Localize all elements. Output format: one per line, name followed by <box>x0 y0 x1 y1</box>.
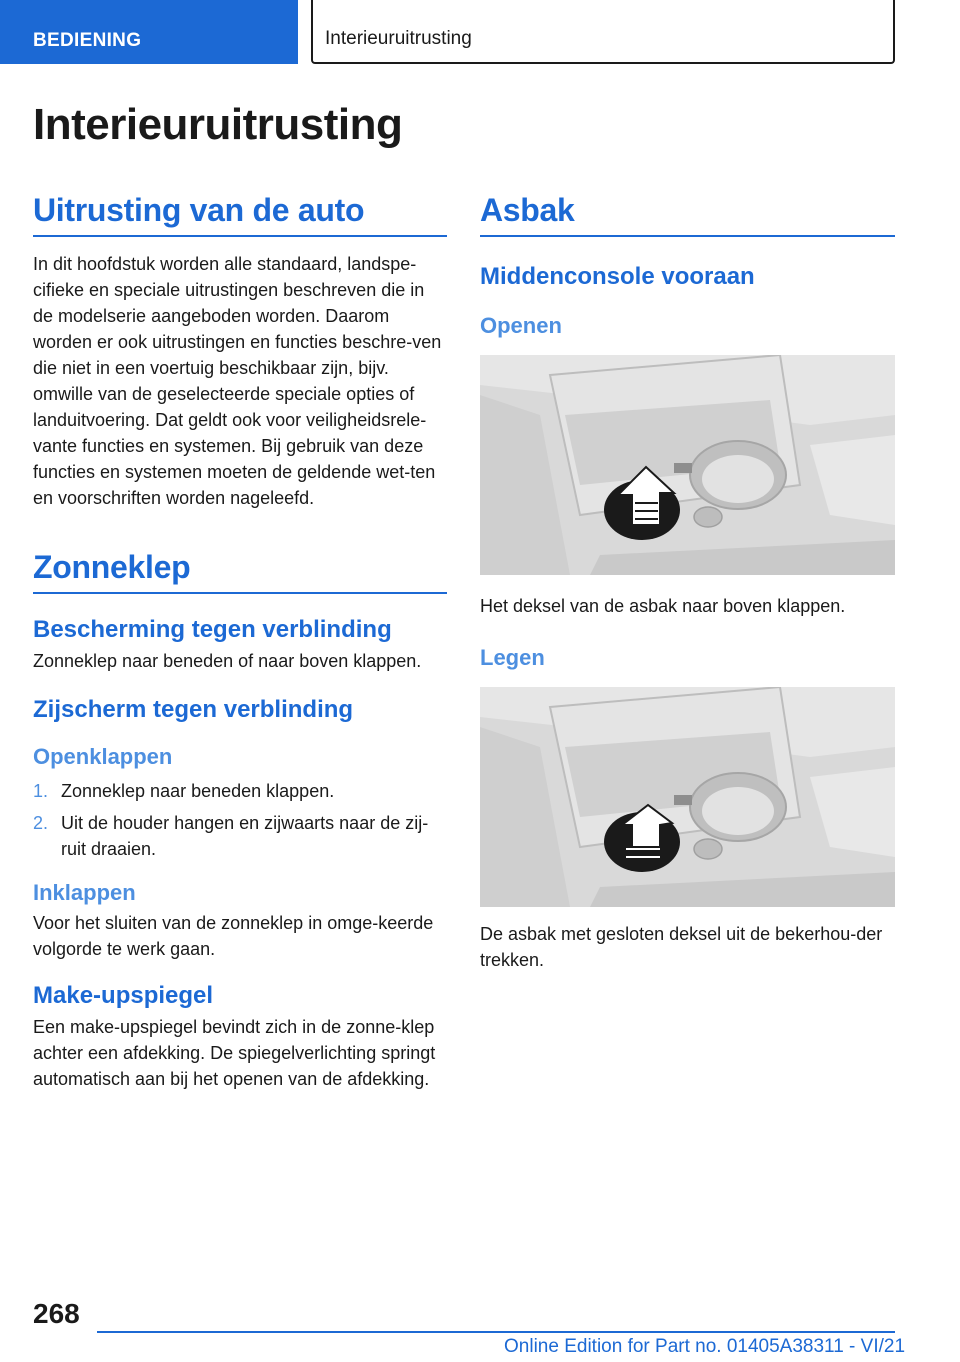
right-column <box>480 192 895 973</box>
heading-make-upspiegel: Make-upspiegel <box>33 982 214 1009</box>
page-number: 268 <box>33 1298 80 1329</box>
list-item <box>33 778 447 804</box>
page-title: Interieuruitrusting <box>33 100 403 149</box>
heading-bescherming: Bescherming tegen verblinding <box>33 616 392 643</box>
uitrusting-body: In dit hoofdstuk worden alle standaard, landspe-cifieke en speciale uitrustingen beschreven die in de modelserie aangeboden worden. Daarom worden er ook uitrustingen en functies beschre-ven die niet in een voertuig beschikbaar zijn, bijv. omwille van de geselecteerde speciale opties of landuitvoering. Dat geldt ook voor veiligheidsrele-vante functies en systemen. Bij gebruik van deze functies en systemen moeten de geldende wet-ten en voorschriften worden nageleefd. <box>33 254 442 508</box>
left-column <box>33 192 447 1092</box>
heading-openklappen: Openklappen <box>33 744 173 769</box>
footer-divider <box>97 1331 895 1333</box>
make-upspiegel-body: Een make-upspiegel bevindt zich in de zonne-klep achter een afdekking. De spiegelverlichting springt automatisch aan bij het openen van de afdekking. <box>33 1017 436 1089</box>
heading-asbak: Asbak <box>480 192 895 237</box>
chapter-header: Interieuruitrusting <box>311 0 895 64</box>
step-number: 2. <box>33 813 49 833</box>
step-text: Zonneklep naar beneden klappen. <box>61 781 335 801</box>
heading-legen: Legen <box>480 645 545 670</box>
heading-inklappen: Inklappen <box>33 880 136 905</box>
openklappen-steps <box>33 778 447 862</box>
step-number: 1. <box>33 781 49 801</box>
heading-zonneklep: Zonneklep <box>33 549 447 594</box>
edition-info: Online Edition for Part no. 01405A38311 - VI/21 <box>504 1336 906 1357</box>
ashtray-open-photo <box>480 355 895 575</box>
openen-caption: Het deksel van de asbak naar boven klappen. <box>480 596 846 616</box>
legen-caption: De asbak met gesloten deksel uit de bekerhou-der trekken. <box>480 924 883 970</box>
bescherming-body: Zonneklep naar beneden of naar boven klappen. <box>33 651 422 671</box>
heading-zijscherm: Zijscherm tegen verblinding <box>33 696 354 723</box>
ashtray-remove-photo <box>480 687 895 907</box>
heading-openen: Openen <box>480 313 562 338</box>
heading-middenconsole: Middenconsole vooraan <box>480 263 755 290</box>
inklappen-body: Voor het sluiten van de zonneklep in omge-keerde volgorde te werk gaan. <box>33 913 434 959</box>
heading-uitrusting: Uitrusting van de auto <box>33 192 447 237</box>
section-tab: BEDIENING <box>0 0 298 64</box>
step-text: Uit de houder hangen en zijwaarts naar de zij-ruit draaien. <box>61 813 429 859</box>
list-item <box>33 810 447 862</box>
